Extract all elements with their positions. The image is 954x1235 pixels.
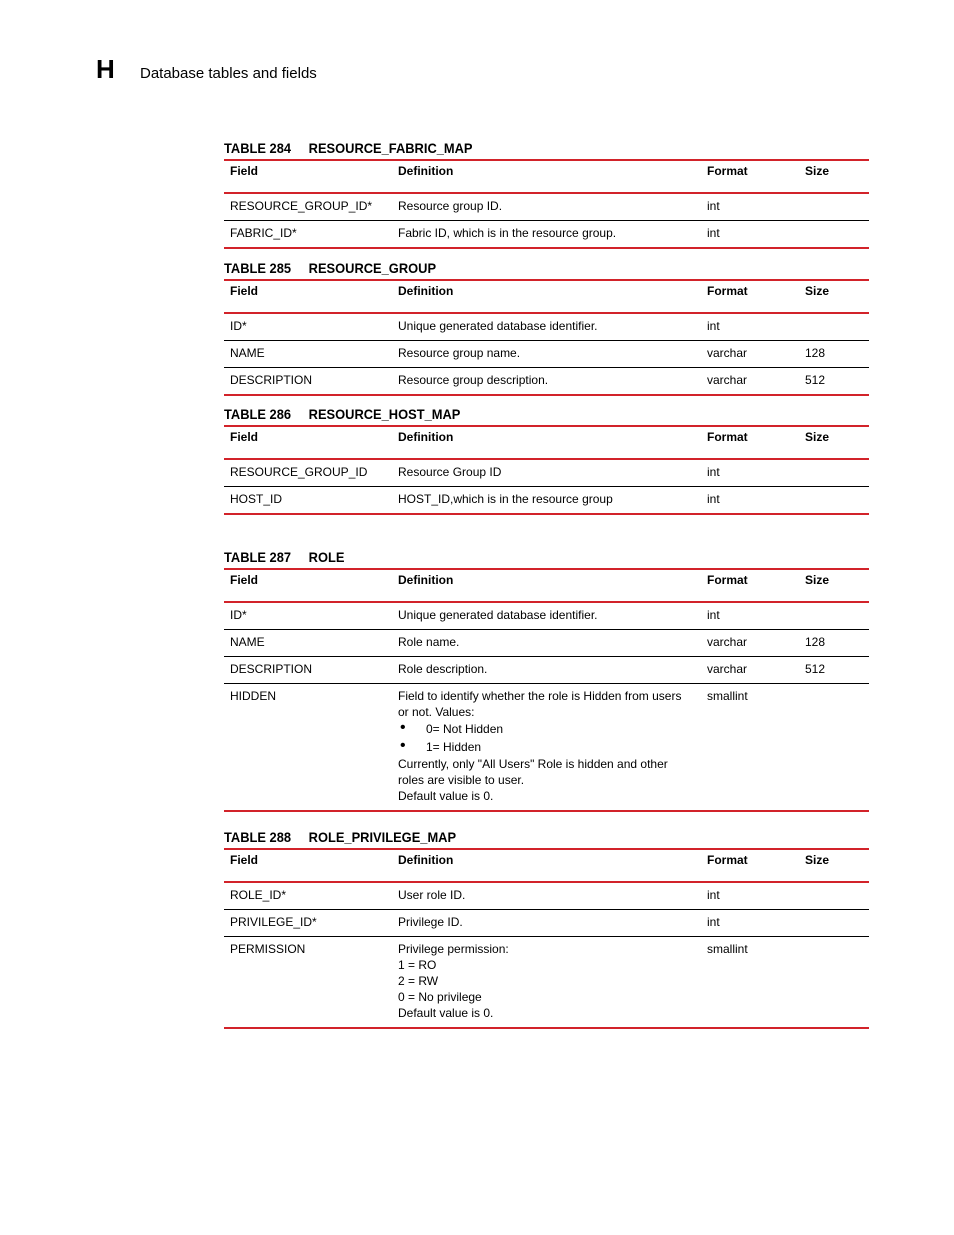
definition-line: Fabric ID, which is in the resource group. xyxy=(398,226,617,240)
definition-line: Default value is 0. xyxy=(398,789,494,803)
table-number: TABLE 286 xyxy=(224,406,292,422)
cell-size xyxy=(799,487,869,515)
table-row xyxy=(224,193,869,221)
cell-format: smallint xyxy=(707,689,748,703)
cell-field: RESOURCE_GROUP_ID* xyxy=(224,193,392,221)
cell-field: ROLE_ID* xyxy=(224,882,392,910)
cell-format: int xyxy=(701,459,799,487)
cell-definition xyxy=(392,368,701,396)
cell-definition xyxy=(392,459,701,487)
table-caption xyxy=(224,403,817,425)
table-row xyxy=(224,910,869,937)
definition-line: Resource Group ID xyxy=(398,465,502,479)
table-name: RESOURCE_FABRIC_MAP xyxy=(308,140,473,156)
definition-line: HOST_ID,which is in the resource group xyxy=(398,492,613,506)
definition-line: Resource group name. xyxy=(398,346,521,360)
table-row xyxy=(224,937,869,1029)
definition-line: Unique generated database identifier. xyxy=(398,608,598,622)
cell-format: varchar xyxy=(701,630,799,657)
cell-field: PERMISSION xyxy=(230,942,306,956)
cell-definition xyxy=(392,684,701,812)
table-caption xyxy=(224,257,817,279)
table-number: TABLE 285 xyxy=(224,260,292,276)
column-header-size: Size xyxy=(799,280,869,313)
column-header-size: Size xyxy=(799,569,869,602)
cell-format: varchar xyxy=(707,373,748,387)
cell-format: smallint xyxy=(707,942,748,956)
definition-line: Role description. xyxy=(398,662,488,676)
header-row xyxy=(224,569,869,602)
column-header-format: Format xyxy=(701,849,799,882)
cell-field: FABRIC_ID* xyxy=(230,226,297,240)
column-header-definition: Definition xyxy=(392,426,701,459)
table-row xyxy=(224,882,869,910)
cell-size: 512 xyxy=(799,657,869,684)
column-header-format: Format xyxy=(701,280,799,313)
cell-size xyxy=(799,882,869,910)
column-header-definition: Definition xyxy=(392,569,701,602)
definition-line: Privilege ID. xyxy=(398,915,463,929)
cell-size xyxy=(799,937,869,1029)
definition-line: Resource group description. xyxy=(398,373,549,387)
cell-size xyxy=(799,313,869,341)
table-row xyxy=(224,630,869,657)
chapter-title: Database tables and fields xyxy=(140,65,317,82)
table-name: RESOURCE_GROUP xyxy=(308,260,437,276)
column-header-field: Field xyxy=(224,849,392,882)
definition-bullet: • 1= Hidden xyxy=(398,738,695,756)
cell-size: 128 xyxy=(799,341,869,368)
cell-format: int xyxy=(701,313,799,341)
table-row xyxy=(224,459,869,487)
table-row xyxy=(224,341,869,368)
chapter-letter: H xyxy=(96,54,115,84)
cell-field: NAME xyxy=(224,341,392,368)
table-block xyxy=(224,257,869,396)
cell-field: PRIVILEGE_ID* xyxy=(224,910,392,937)
table-caption xyxy=(224,826,817,848)
definition-line: Default value is 0. xyxy=(398,1006,494,1020)
table-name: ROLE_PRIVILEGE_MAP xyxy=(308,829,457,845)
definition-line: Privilege permission: xyxy=(398,942,509,956)
column-header-format: Format xyxy=(701,426,799,459)
cell-field: ID* xyxy=(224,313,392,341)
cell-definition xyxy=(392,341,701,368)
column-header-field: Field xyxy=(224,569,392,602)
table-row xyxy=(224,221,869,249)
cell-size xyxy=(799,221,869,249)
header-row xyxy=(224,849,869,882)
table-row xyxy=(224,602,869,630)
data-table xyxy=(224,425,869,515)
cell-field: HIDDEN xyxy=(230,689,277,703)
table-block xyxy=(224,403,869,515)
definition-line: Unique generated database identifier. xyxy=(398,319,598,333)
cell-definition xyxy=(392,193,701,221)
cell-size xyxy=(799,602,869,630)
table-number: TABLE 288 xyxy=(224,829,292,845)
data-table xyxy=(224,159,869,249)
cell-size xyxy=(799,910,869,937)
column-header-field: Field xyxy=(224,160,392,193)
cell-format: int xyxy=(701,910,799,937)
cell-field: RESOURCE_GROUP_ID xyxy=(224,459,392,487)
cell-definition xyxy=(392,657,701,684)
table-row xyxy=(224,313,869,341)
definition-line: 0 = No privilege xyxy=(398,990,482,1004)
column-header-definition: Definition xyxy=(392,160,701,193)
definition-line: User role ID. xyxy=(398,888,466,902)
column-header-definition: Definition xyxy=(392,280,701,313)
definition-line: Currently, only "All Users" Role is hidden and other roles are visible to user. xyxy=(398,757,668,787)
cell-format: int xyxy=(701,882,799,910)
column-header-format: Format xyxy=(701,569,799,602)
cell-format: int xyxy=(707,226,720,240)
data-table xyxy=(224,568,869,812)
column-header-format: Format xyxy=(701,160,799,193)
table-caption xyxy=(224,546,817,568)
table-name: RESOURCE_HOST_MAP xyxy=(308,406,461,422)
cell-format: int xyxy=(701,602,799,630)
definition-line: Role name. xyxy=(398,635,460,649)
table-block xyxy=(224,137,869,249)
cell-size xyxy=(799,684,869,812)
cell-definition xyxy=(392,937,701,1029)
column-header-definition: Definition xyxy=(392,849,701,882)
cell-field: NAME xyxy=(224,630,392,657)
column-header-size: Size xyxy=(799,426,869,459)
definition-bullet: • 0= Not Hidden xyxy=(398,720,695,738)
cell-definition xyxy=(392,630,701,657)
cell-size: 128 xyxy=(799,630,869,657)
table-number: TABLE 284 xyxy=(224,140,292,156)
data-table xyxy=(224,279,869,396)
table-row xyxy=(224,368,869,396)
table-number: TABLE 287 xyxy=(224,549,292,565)
cell-size xyxy=(799,193,869,221)
cell-definition xyxy=(392,487,701,515)
definition-line: Field to identify whether the role is Hidden from users or not. Values: xyxy=(398,689,682,719)
cell-definition xyxy=(392,602,701,630)
cell-definition xyxy=(392,882,701,910)
cell-definition xyxy=(392,221,701,249)
table-row xyxy=(224,487,869,515)
table-row xyxy=(224,657,869,684)
cell-size xyxy=(799,459,869,487)
cell-format: int xyxy=(707,492,720,506)
data-table xyxy=(224,848,869,1029)
table-block xyxy=(224,826,869,1029)
header-row xyxy=(224,426,869,459)
table-caption xyxy=(224,137,817,159)
column-header-field: Field xyxy=(224,426,392,459)
cell-definition xyxy=(392,313,701,341)
definition-line: Resource group ID. xyxy=(398,199,503,213)
cell-field: DESCRIPTION xyxy=(224,657,392,684)
cell-field: HOST_ID xyxy=(230,492,283,506)
cell-field: ID* xyxy=(224,602,392,630)
cell-definition xyxy=(392,910,701,937)
definition-line: 2 = RW xyxy=(398,974,439,988)
cell-field: DESCRIPTION xyxy=(230,373,313,387)
header-row xyxy=(224,160,869,193)
table-row xyxy=(224,684,869,812)
table-name: ROLE xyxy=(308,549,345,565)
header-row xyxy=(224,280,869,313)
cell-size: 512 xyxy=(805,373,826,387)
column-header-size: Size xyxy=(799,849,869,882)
table-block xyxy=(224,546,869,812)
cell-format: varchar xyxy=(701,657,799,684)
cell-format: varchar xyxy=(701,341,799,368)
column-header-size: Size xyxy=(799,160,869,193)
column-header-field: Field xyxy=(224,280,392,313)
definition-line: 1 = RO xyxy=(398,958,437,972)
cell-format: int xyxy=(701,193,799,221)
